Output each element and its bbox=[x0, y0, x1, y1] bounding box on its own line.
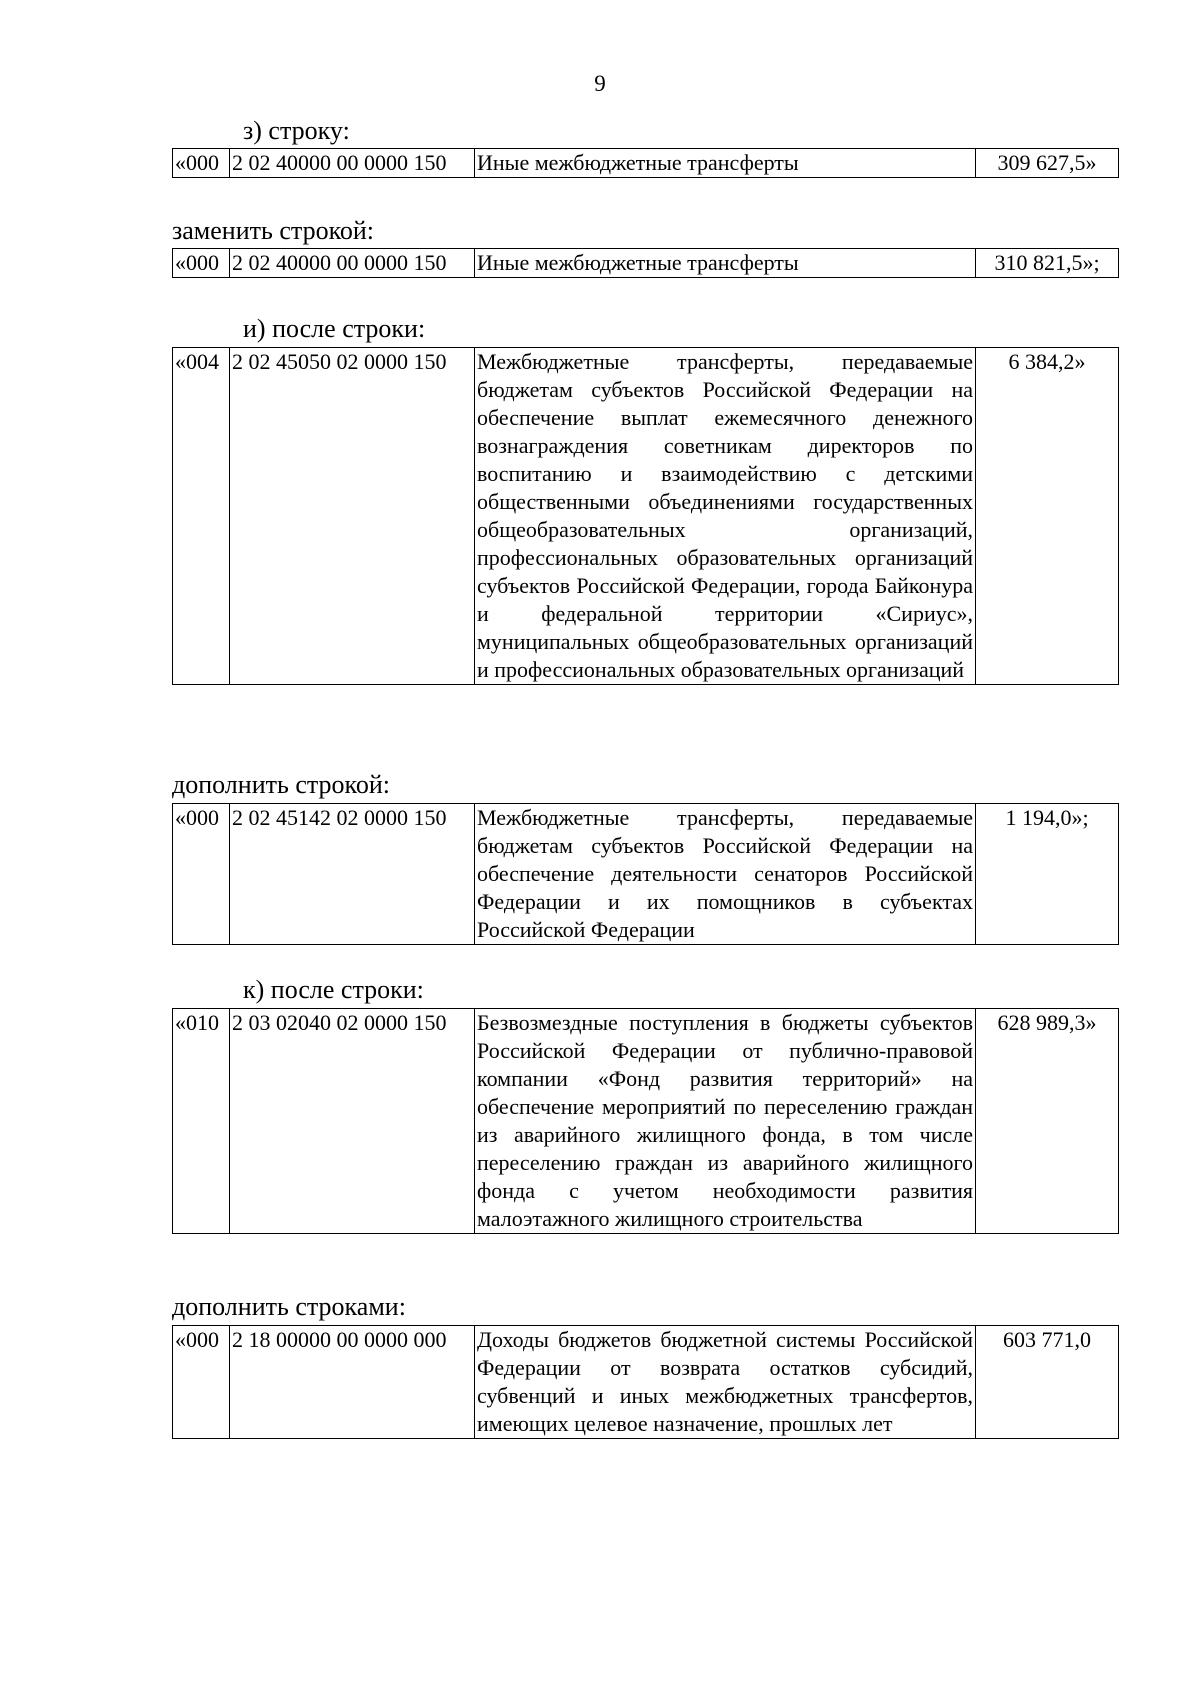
page-number: 9 bbox=[594, 71, 606, 96]
classification-code-cell: 2 02 40000 00 0000 150 bbox=[230, 149, 475, 178]
section-label-z: з) строку: bbox=[243, 116, 350, 145]
section-label-replace: заменить строкой: bbox=[172, 216, 375, 245]
description-cell: Иные межбюджетные трансферты bbox=[475, 249, 976, 278]
table-row bbox=[173, 1009, 1119, 1234]
amount-cell: 6 384,2» bbox=[976, 348, 1119, 685]
description-cell: Безвозмездные поступления в бюджеты субъектов Российской Федерации от публично-правовой компании «Фонд развития территорий» на обеспечение мероприятий по переселению граждан из аварийного жилищного фонда, в том числе переселению граждан из аварийного жилищного фонда с учетом необходимости развития малоэтажного жилищного строительства bbox=[475, 1009, 976, 1234]
table-row bbox=[173, 348, 1119, 685]
description-cell: Межбюджетные трансферты, передаваемые бюджетам субъектов Российской Федерации на обеспечение деятельности сенаторов Российской Федерации и их помощников в субъектах Российской Федерации bbox=[475, 804, 976, 945]
admin-code-cell: «000 bbox=[173, 249, 230, 278]
classification-code-cell: 2 02 40000 00 0000 150 bbox=[230, 249, 475, 278]
classification-code-cell: 2 18 00000 00 0000 000 bbox=[230, 1326, 475, 1439]
admin-code-cell: «000 bbox=[173, 149, 230, 178]
admin-code-cell: «000 bbox=[173, 804, 230, 945]
budget-row-replace bbox=[172, 248, 1119, 278]
description-cell: Межбюджетные трансферты, передаваемые бюджетам субъектов Российской Федерации на обеспечение выплат ежемесячного денежного вознаграждения советникам директоров по воспитанию и взаимодействию с детскими общественными объединениями государственных общеобразовательных организаций, профессиональных образовательных организаций субъектов Российской Федерации, города Байконура и федеральной территории «Сириус», муниципальных общеобразовательных организаций и профессиональных образовательных организаций bbox=[475, 348, 976, 685]
section-label-i: и) после строки: bbox=[243, 314, 426, 343]
section-label-k: к) после строки: bbox=[243, 975, 424, 1004]
amount-cell: 628 989,3» bbox=[976, 1009, 1119, 1234]
table-row bbox=[173, 1326, 1119, 1439]
section-label-add-rows: дополнить строками: bbox=[172, 1292, 406, 1321]
amount-cell: 1 194,0»; bbox=[976, 804, 1119, 945]
description-cell: Иные межбюджетные трансферты bbox=[475, 149, 976, 178]
classification-code-cell: 2 02 45142 02 0000 150 bbox=[230, 804, 475, 945]
admin-code-cell: «000 bbox=[173, 1326, 230, 1439]
table-row bbox=[173, 149, 1119, 178]
section-label-add: дополнить строкой: bbox=[172, 770, 390, 799]
description-cell: Доходы бюджетов бюджетной системы Российской Федерации от возврата остатков субсидий, субвенций и иных межбюджетных трансфертов, имеющих целевое назначение, прошлых лет bbox=[475, 1326, 976, 1439]
amount-cell: 603 771,0 bbox=[976, 1326, 1119, 1439]
budget-row-i bbox=[172, 347, 1119, 685]
classification-code-cell: 2 03 02040 02 0000 150 bbox=[230, 1009, 475, 1234]
table-row bbox=[173, 249, 1119, 278]
budget-row-k bbox=[172, 1008, 1119, 1234]
admin-code-cell: «010 bbox=[173, 1009, 230, 1234]
amount-cell: 309 627,5» bbox=[976, 149, 1119, 178]
classification-code-cell: 2 02 45050 02 0000 150 bbox=[230, 348, 475, 685]
budget-row-z bbox=[172, 148, 1119, 178]
table-row bbox=[173, 804, 1119, 945]
budget-row-add bbox=[172, 803, 1119, 945]
amount-cell: 310 821,5»; bbox=[976, 249, 1119, 278]
budget-row-add-rows bbox=[172, 1325, 1119, 1439]
admin-code-cell: «004 bbox=[173, 348, 230, 685]
